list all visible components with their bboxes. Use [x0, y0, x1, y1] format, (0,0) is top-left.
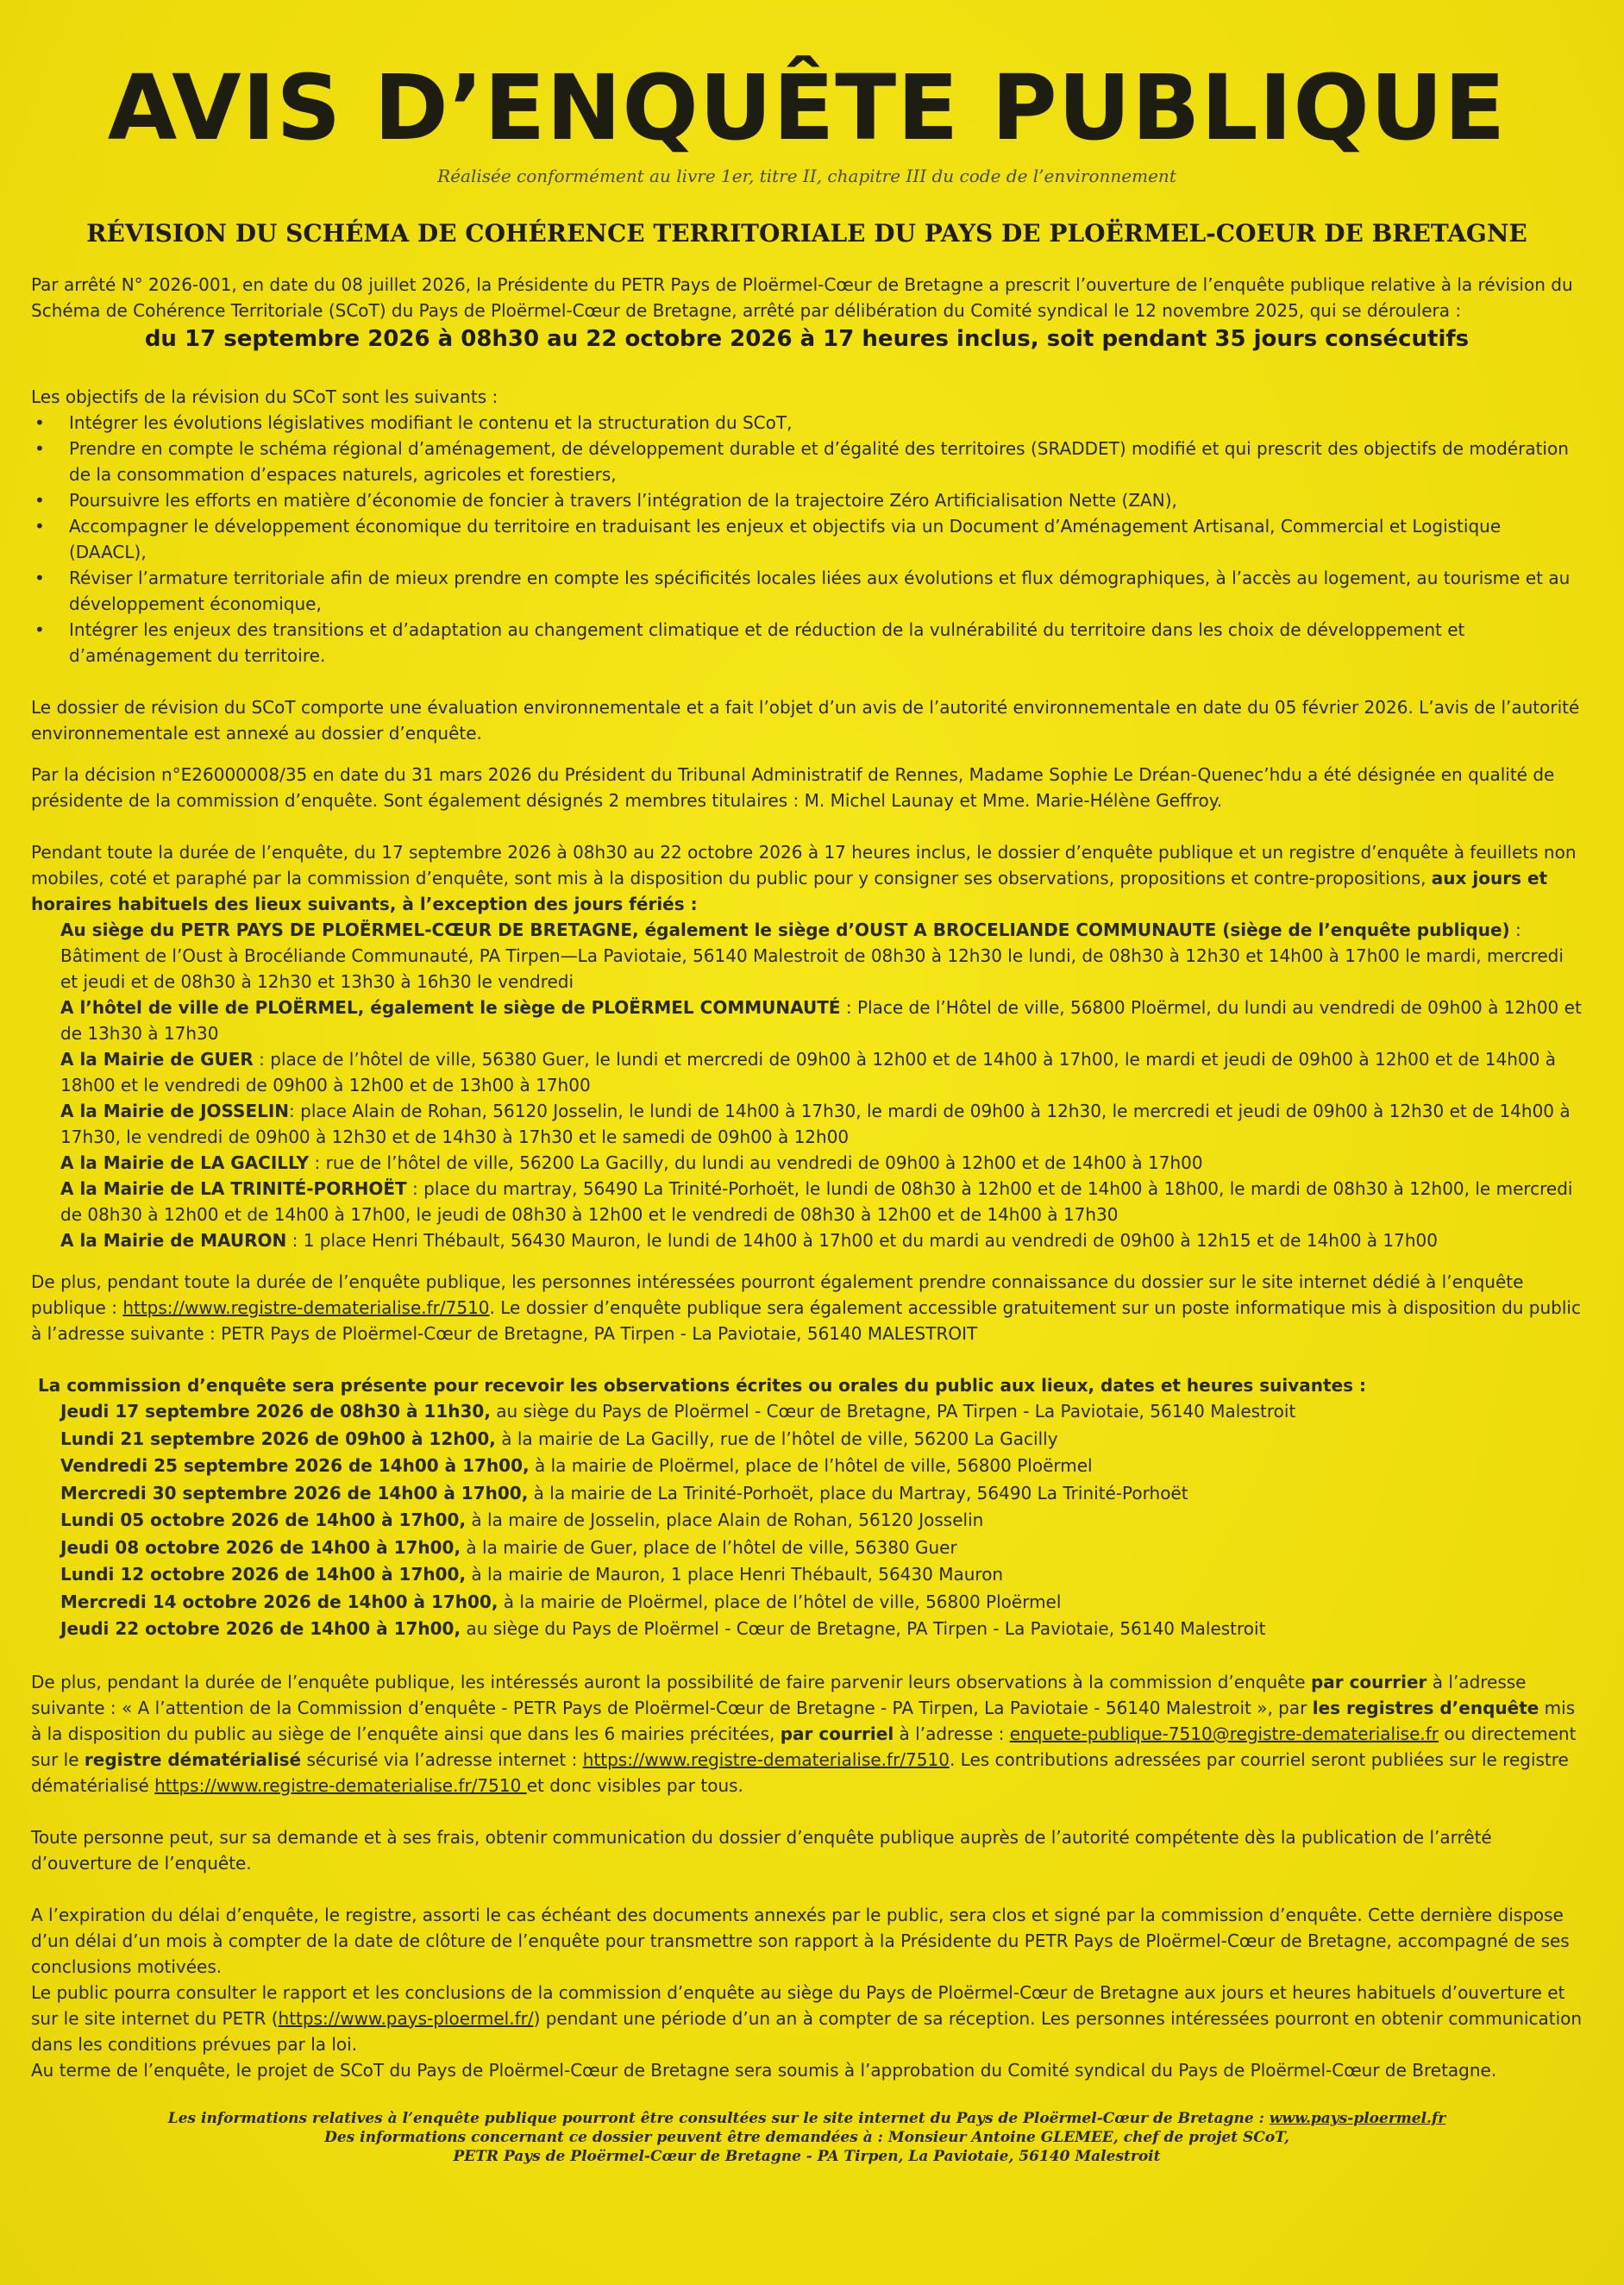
bullet-icon: • [34, 438, 45, 460]
session-item: Lundi 21 septembre 2026 de 09h00 à 12h00, à la mairie de La Gacilly, rue de l’hôtel de ville, 56200 La Gacilly [60, 1428, 1058, 1449]
session-item: Lundi 12 octobre 2026 de 14h00 à 17h00, à la mairie de Mauron, 1 place Henri Thébault, 56430 Mauron [60, 1564, 1004, 1585]
registre-link[interactable]: https://www.registre-dematerialise.fr/7510 [582, 1748, 950, 1770]
location-item: A la Mairie de LA GACILLY : rue de l’hôtel de ville, 56200 La Gacilly, du lundi au vendredi de 09h00 à 12h00 et de 14h00 à 17h00 [60, 1152, 1203, 1174]
list-item: • Réviser l’armature territoriale afin de mieux prendre en compte les spécificités locales liées aux évolutions et flux démographiques, à l’accès au logement, au tourisme et au développement économique, [31, 565, 1583, 617]
online-paragraph: De plus, pendant toute la durée de l’enquête publique, les personnes intéressées pourront également prendre connaissance du dossier sur le site internet dédié à l’enquête publique : https://www.registre-dematerialise.fr/7510. Le dossier d’enquête publique sera également accessible gratuitement sur un poste informatique mis à disposition du public à l’adresse suivante : PETR Pays de Ploërmel-Cœur de Bretagne, PA Tirpen - La Paviotaie, 56140 MALESTROIT [31, 1271, 1581, 1345]
approval-paragraph: Au terme de l’enquête, le projet de SCoT du Pays de Ploërmel-Cœur de Bretagne sera soumis à l’approbation du Comité syndical du Pays de Ploërmel-Cœur de Bretagne. [31, 2059, 1497, 2081]
mail-paragraph: De plus, pendant la durée de l’enquête publique, les intéressés auront la possibilité de faire parvenir leurs observations à la commission d’enquête par courrier à l’adresse suivante : « A l’attention de la Commission d’enquête - PETR Pays de Ploërmel-Cœur de Bretagne - PA Tirpen, La Paviotaie - 56140 Malestroit », par les registres d’enquête mis à la disposition du public au siège de l’enquête ainsi que dans les 6 mairies précitées, par courriel à l’adresse : enquete-publique-7510@registre-dematerialise.fr ou directement sur le registre dématérialisé sécurisé via l’adresse internet : https://www.registre-dematerialise.fr/7510. Les contributions adressées par courriel seront publiées sur le registre dématérialisé https://www.registre-dematerialise.fr/7510 et donc visibles par tous. [31, 1671, 1577, 1796]
pays-ploermel-link[interactable]: https://www.pays-ploermel.fr/ [278, 2007, 534, 2029]
email-link[interactable]: enquete-publique-7510@registre-dematerialise.fr [1009, 1723, 1439, 1744]
copy-request-paragraph: Toute personne peut, sur sa demande et à ses frais, obtenir communication du dossier d’enquête publique auprès de l’autorité compétente dès la publication de l’arrêté d’ouverture de l’enquête. [31, 1826, 1492, 1874]
location-item: A la Mairie de MAURON : 1 place Henri Thébault, 56430 Mauron, le lundi de 14h00 à 17h00 et du mardi au vendredi de 09h00 à 12h15 et de 14h00 à 17h00 [60, 1230, 1438, 1252]
session-item: Jeudi 08 octobre 2026 de 14h00 à 17h00, à la mairie de Guer, place de l’hôtel de ville, 56380 Guer [60, 1536, 957, 1558]
website-link[interactable]: www.pays-ploermel.fr [1269, 2109, 1446, 2127]
footer-info: Les informations relatives à l’enquête publique pourront être consultées sur le site internet du Pays de Ploërmel-Cœur de Bretagne : www.pays-ploermel.fr Des informations concernant ce dossier peuvent être demandées à : Monsieur Antoine GLEMEE, chef de projet SCoT, PETR Pays de Ploërmel-Cœur de Bretagne - PA Tirpen, La Paviotaie, 56140 Malestroit [167, 2109, 1446, 2165]
location-item: A la Mairie de JOSSELIN: place Alain de Rohan, 56120 Josselin, le lundi de 14h00 à 17h30, le mardi de 09h00 à 12h30, le mercredi et jeudi de 09h00 à 12h30 et de 14h00 à 17h30, le vendredi de 09h00 à 12h30 et de 14h30 à 17h30 et le samedi de 09h00 à 12h00 [60, 1101, 1571, 1148]
objectives-heading: Les objectifs de la révision du SCoT sont les suivants : [31, 386, 498, 408]
sessions-heading: La commission d’enquête sera présente pour recevoir les observations écrites ou orales du public aux lieux, dates et heures suivantes : [38, 1375, 1367, 1397]
list-item: • Accompagner le développement économique du territoire en traduisant les enjeux et objectifs via un Document d’Aménagement Artisanal, Commercial et Logistique (DAACL), [31, 513, 1583, 565]
enquiry-dates: du 17 septembre 2026 à 08h30 au 22 octobre 2026 à 17 heures inclus, soit pendant 35 jours consécutifs [144, 326, 1470, 353]
session-item: Jeudi 22 octobre 2026 de 14h00 à 17h00, au siège du Pays de Ploërmel - Cœur de Bretagne, PA Tirpen - La Paviotaie, 56140 Malestroit [60, 1618, 1266, 1640]
closing-paragraph: A l’expiration du délai d’enquête, le registre, assorti le cas échéant des documents annexés par le public, sera clos et signé par la commission d’enquête. Cette dernière dispose d’un délai d’un mois à compter de la date de clôture de l’enquête pour transmettre son rapport à la Présidente du PETR Pays de Ploërmel-Cœur de Bretagne, accompagné de ses conclusions motivées. [31, 1904, 1570, 1977]
session-item: Mercredi 30 septembre 2026 de 14h00 à 17h00, à la mairie de La Trinité-Porhoët, place du Martray, 56490 La Trinité-Porhoët [60, 1482, 1188, 1503]
notice-title: AVIS D’ENQUÊTE PUBLIQUE [107, 55, 1507, 160]
location-item: Au siège du PETR PAYS DE PLOËRMEL-CŒUR DE BRETAGNE, également le siège d’OUST A BROCELIANDE COMMUNAUTE (siège de l’enquête publique) : Bâtiment de l’Oust à Brocéliande Communauté, PA Tirpen—La Paviotaie, 56140 Malestroit de 08h30 à 12h30 le lundi, de 08h30 à 12h30 et 14h00 à 17h00 le mardi, mercredi et jeudi et de 08h30 à 12h30 et 13h30 à 16h30 le vendredi [60, 920, 1564, 993]
legal-basis-subtitle: Réalisée conformément au livre 1er, titre II, chapitre III du code de l’environnement [437, 166, 1176, 187]
environment-paragraph: Le dossier de révision du SCoT comporte une évaluation environnementale et a fait l’objet d’un avis de l’autorité environnementale en date du 05 février 2026. L’avis de l’autorité environnementale est annexé au dossier d’enquête. [31, 697, 1580, 744]
list-item: • Intégrer les enjeux des transitions et d’adaptation au changement climatique et de réduction de la vulnérabilité du territoire dans les choix de développement et d’aménagement du territoire. [31, 617, 1583, 669]
objectives-list [31, 410, 1583, 669]
location-item: A la Mairie de LA TRINITÉ-PORHOËT : place du martray, 56490 La Trinité-Porhoët, le lundi de 08h30 à 12h00 et de 14h00 à 18h00, le mardi de 08h30 à 12h00, le mercredi de 08h30 à 12h00 et de 14h00 à 17h00, le jeudi de 08h30 à 12h00 et le vendredi de 08h30 à 12h00 et de 14h00 à 17h30 [60, 1178, 1573, 1226]
session-item: Lundi 05 octobre 2026 de 14h00 à 17h00, à la maire de Josselin, place Alain de Rohan, 56120 Josselin [60, 1510, 984, 1531]
bullet-icon: • [34, 619, 45, 641]
session-item: Vendredi 25 septembre 2026 de 14h00 à 17h00, à la mairie de Ploërmel, place de l’hôtel de ville, 56800 Ploërmel [60, 1455, 1093, 1477]
revision-title: RÉVISION DU SCHÉMA DE COHÉRENCE TERRITORIALE DU PAYS DE PLOËRMEL-COEUR DE BRETAGNE [86, 219, 1527, 248]
registre-link[interactable]: https://www.registre-dematerialise.fr/7510 [154, 1774, 527, 1796]
bullet-icon: • [34, 490, 45, 512]
session-item: Jeudi 17 septembre 2026 de 08h30 à 11h30, au siège du Pays de Ploërmel - Cœur de Bretagne, PA Tirpen - La Paviotaie, 56140 Malestroit [60, 1401, 1296, 1422]
bullet-icon: • [34, 412, 45, 434]
report-paragraph: Le public pourra consulter le rapport et les conclusions de la commission d’enquête au siège du Pays de Ploërmel-Cœur de Bretagne aux jours et heures habituels d’ouverture et sur le site internet du PETR (https://www.pays-ploermel.fr/) pendant une période d’un an à compter de sa réception. Les personnes intéressées pourront en obtenir communication dans les conditions prévues par la loi. [31, 1981, 1583, 2055]
commission-designation-paragraph: Par la décision n°E26000008/35 en date du 31 mars 2026 du Président du Tribunal Administratif de Rennes, Madame Sophie Le Dréan-Quenec’hdu a été désignée en qualité de présidente de la commission d’enquête. Sont également désignés 2 membres titulaires : M. Michel Launay et Mme. Marie-Hélène Geffroy. [31, 764, 1555, 812]
bullet-icon: • [34, 516, 45, 537]
consultation-paragraph: Pendant toute la durée de l’enquête, du 17 septembre 2026 à 08h30 au 22 octobre 2026 à 17 heures inclus, le dossier d’enquête publique et un registre d’enquête à feuillets non mobiles, coté et paraphé par la commission d’enquête, sont mis à la disposition du public pour y consigner ses observations, propositions et contre-propositions, aux jours et horaires habituels des lieux suivants, à l’exception des jours fériés : [31, 842, 1577, 915]
registre-link[interactable]: https://www.registre-dematerialise.fr/7510 [122, 1297, 490, 1319]
list-item: • Prendre en compte le schéma régional d’aménagement, de développement durable et d’égalité des territoires (SRADDET) modifié et qui prescrit des objectifs de modération de la consommation d’espaces naturels, agricoles et forestiers, [31, 436, 1583, 487]
session-item: Mercredi 14 octobre 2026 de 14h00 à 17h00, à la mairie de Ploërmel, place de l’hôtel de ville, 56800 Ploërmel [60, 1591, 1062, 1612]
location-item: A la Mairie de GUER : place de l’hôtel de ville, 56380 Guer, le lundi et mercredi de 09h00 à 12h00 et de 14h00 à 17h00, le mardi et jeudi de 09h00 à 12h00 et de 14h00 à 18h00 et le vendredi de 09h00 à 12h00 et de 13h00 à 17h00 [60, 1049, 1556, 1096]
intro-paragraph: Par arrêté N° 2026-001, en date du 08 juillet 2026, la Présidente du PETR Pays de Ploërmel-Cœur de Bretagne a prescrit l’ouverture de l’enquête publique relative à la révision du Schéma de Cohérence Territoriale (SCoT) du Pays de Ploërmel-Cœur de Bretagne, arrêté par délibération du Comité syndical le 12 novembre 2025, qui se déroulera : [31, 274, 1573, 322]
bullet-icon: • [34, 568, 45, 589]
location-item: A l’hôtel de ville de PLOËRMEL, également le siège de PLOËRMEL COMMUNAUTÉ : Place de l’Hôtel de ville, 56800 Ploërmel, du lundi au vendredi de 09h00 à 12h00 et de 13h30 à 17h30 [60, 997, 1582, 1045]
list-item: • Intégrer les évolutions législatives modifiant le contenu et la structuration du SCoT, [31, 410, 1583, 436]
list-item: • Poursuivre les efforts en matière d’économie de foncier à travers l’intégration de la trajectoire Zéro Artificialisation Nette (ZAN), [31, 487, 1583, 513]
